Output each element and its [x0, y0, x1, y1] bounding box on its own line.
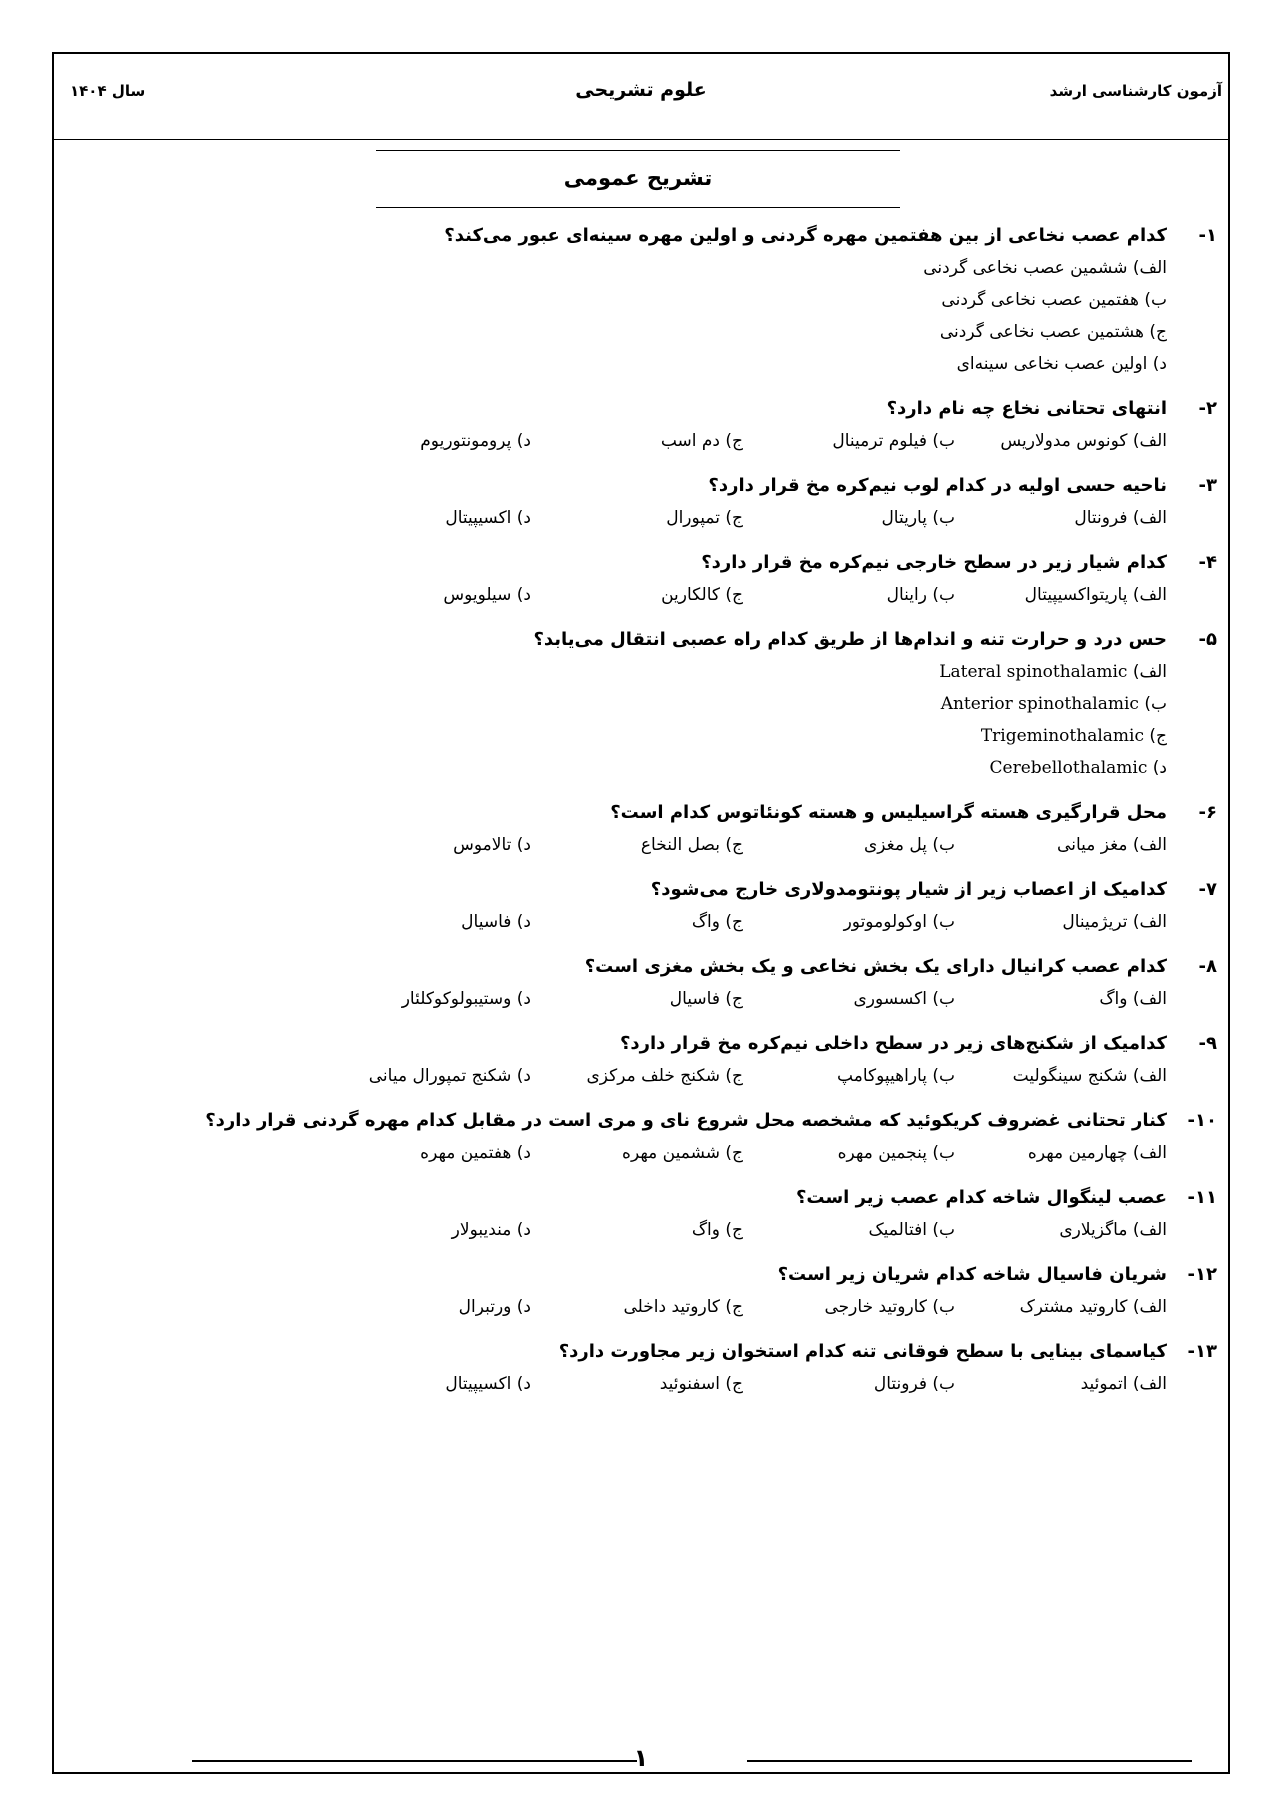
- answer-option: [743, 1137, 955, 1169]
- question-text: انتهای تحتانی نخاع چه نام دارد؟: [886, 398, 1167, 419]
- answer-options: [57, 502, 1217, 534]
- question-stem: [57, 1105, 1217, 1137]
- question-number: ۱۱-: [1187, 1187, 1217, 1208]
- question-number: ۸-: [1198, 956, 1217, 977]
- answer-option: [531, 829, 743, 861]
- answer-option: [57, 252, 1167, 284]
- question: [57, 1182, 1217, 1246]
- option-label: الف) شکنج سینگولیت: [1012, 1066, 1167, 1086]
- answer-option: [955, 579, 1167, 611]
- question: [57, 797, 1217, 861]
- answer-options: [57, 1137, 1217, 1169]
- question: [57, 1105, 1217, 1169]
- page-header: [52, 52, 1230, 140]
- option-label: د) اولین عصب نخاعی سینه‌ای: [956, 354, 1167, 374]
- answer-option: [743, 1214, 955, 1246]
- option-label: ج) بصل النخاع: [640, 835, 743, 855]
- option-label: د) فاسیال: [461, 912, 531, 932]
- answer-option: [531, 502, 743, 534]
- subject-title: علوم تشریحی: [575, 79, 707, 101]
- question-text: کدام عصب نخاعی از بین هفتمین مهره گردنی و اولین مهره سینه‌ای عبور می‌کند؟: [444, 225, 1167, 246]
- option-label: ب) فیلوم ترمینال: [832, 431, 955, 451]
- question-text: کنار تحتانی غضروف کریکوئید که مشخصه محل شروع نای و مری است در مقابل کدام مهره گردنی قرار دارد؟: [205, 1110, 1167, 1131]
- question: [57, 874, 1217, 938]
- option-label: د) وستیبولوکوکلئار: [401, 989, 531, 1009]
- question-list: [57, 220, 1217, 1413]
- option-label: ج) تمپورال: [666, 508, 743, 528]
- answer-option: [531, 1291, 743, 1323]
- option-label: د): [1152, 758, 1167, 778]
- answer-option: [57, 983, 531, 1015]
- answer-options: [57, 829, 1217, 861]
- option-label: ب) اوکولوموتور: [843, 912, 955, 932]
- option-label: الف) فرونتال: [1074, 508, 1167, 528]
- question-stem: [57, 547, 1217, 579]
- question: [57, 547, 1217, 611]
- question-text: شریان فاسیال شاخه کدام شریان زیر است؟: [777, 1264, 1167, 1285]
- option-label: ج) واگ: [691, 1220, 743, 1240]
- answer-option: [57, 425, 531, 457]
- question-number: ۲-: [1198, 398, 1217, 419]
- answer-option: [955, 1291, 1167, 1323]
- question: [57, 1259, 1217, 1323]
- question-number: ۵-: [1198, 629, 1217, 650]
- option-label: د) اکسیپیتال: [445, 1374, 531, 1394]
- question: [57, 624, 1217, 784]
- question-number: ۳-: [1198, 475, 1217, 496]
- answer-option: [57, 1291, 531, 1323]
- option-label: ب) پاراهیپوکامپ: [837, 1066, 955, 1086]
- answer-option: [57, 688, 1167, 720]
- option-label: د) پرومونتوریوم: [420, 431, 531, 451]
- answer-option: [57, 1214, 531, 1246]
- answer-option: [743, 425, 955, 457]
- answer-option: [955, 906, 1167, 938]
- question-text: ناحیه حسی اولیه در کدام لوب نیم‌کره مخ قرار دارد؟: [708, 475, 1167, 496]
- answer-option: [743, 829, 955, 861]
- answer-option: [743, 906, 955, 938]
- answer-option: [57, 906, 531, 938]
- question-stem: [57, 1028, 1217, 1060]
- answer-option: [743, 1060, 955, 1092]
- option-label: الف) ششمین عصب نخاعی گردنی: [923, 258, 1167, 278]
- option-label: الف) کاروتید مشترک: [1019, 1297, 1167, 1317]
- option-label: الف): [1132, 662, 1167, 682]
- answer-option: [531, 579, 743, 611]
- question-text: محل قرارگیری هسته گراسیلیس و هسته کونئاتوس کدام است؟: [610, 802, 1167, 823]
- question: [57, 1336, 1217, 1400]
- answer-option: [743, 1368, 955, 1400]
- option-label: د) هفتمین مهره: [420, 1143, 531, 1163]
- answer-option: [955, 1060, 1167, 1092]
- question-stem: [57, 874, 1217, 906]
- answer-option: [57, 1137, 531, 1169]
- question-number: ۴-: [1198, 552, 1217, 573]
- question-text: عصب لینگوال شاخه کدام عصب زیر است؟: [795, 1187, 1167, 1208]
- question-text: کدام شیار زیر در سطح خارجی نیم‌کره مخ قرار دارد؟: [701, 552, 1167, 573]
- question-number: ۷-: [1198, 879, 1217, 900]
- answer-option: [743, 983, 955, 1015]
- section-title: تشریح عمومی: [376, 150, 900, 208]
- answer-option: [57, 720, 1167, 752]
- answer-option: [57, 348, 1167, 380]
- answer-option: [57, 284, 1167, 316]
- option-label: ج) کاروتید داخلی: [623, 1297, 743, 1317]
- answer-option: [57, 752, 1167, 784]
- option-label: الف) تریژمینال: [1062, 912, 1167, 932]
- answer-options: [57, 983, 1217, 1015]
- answer-option: [57, 502, 531, 534]
- question-stem: [57, 1336, 1217, 1368]
- question: [57, 470, 1217, 534]
- question-text: کدامیک از شکنج‌های زیر در سطح داخلی نیم‌کره مخ قرار دارد؟: [619, 1033, 1167, 1054]
- question-stem: [57, 1182, 1217, 1214]
- option-label: ب) پاریتال: [881, 508, 955, 528]
- option-latin-text: Trigeminothalamic: [980, 726, 1144, 746]
- option-latin-text: Anterior spinothalamic: [940, 694, 1139, 714]
- option-label: ج) ششمین مهره: [622, 1143, 743, 1163]
- option-label: الف) اتموئید: [1080, 1374, 1167, 1394]
- answer-options: [57, 1291, 1217, 1323]
- answer-options: [57, 1060, 1217, 1092]
- option-label: ب) افتالمیک: [868, 1220, 955, 1240]
- answer-option: [955, 502, 1167, 534]
- question-number: ۱۲-: [1187, 1264, 1217, 1285]
- question-text: کدامیک از اعصاب زیر از شیار پونتومدولاری خارج می‌شود؟: [650, 879, 1167, 900]
- option-label: د) اکسیپیتال: [445, 508, 531, 528]
- question-text: حس درد و حرارت تنه و اندام‌ها از طریق کدام راه عصبی انتقال می‌یابد؟: [533, 629, 1167, 650]
- option-label: ب) هفتمین عصب نخاعی گردنی: [941, 290, 1167, 310]
- question: [57, 951, 1217, 1015]
- option-label: ج) واگ: [691, 912, 743, 932]
- question-number: ۱۰-: [1187, 1110, 1217, 1131]
- question-stem: [57, 393, 1217, 425]
- question-stem: [57, 1259, 1217, 1291]
- option-label: الف) مغز میانی: [1057, 835, 1167, 855]
- answer-options: [57, 1368, 1217, 1400]
- option-label: الف) کونوس مدولاریس: [1000, 431, 1167, 451]
- answer-options: [57, 906, 1217, 938]
- answer-options: [57, 656, 1217, 784]
- option-label: ب) پنجمین مهره: [837, 1143, 955, 1163]
- exam-name: آزمون کارشناسی ارشد: [1049, 82, 1222, 100]
- answer-options: [57, 425, 1217, 457]
- option-label: ب) پل مغزی: [863, 835, 955, 855]
- option-label: ب) فرونتال: [873, 1374, 955, 1394]
- option-label: الف) چهارمین مهره: [1027, 1143, 1167, 1163]
- option-label: ج) دم اسب: [660, 431, 743, 451]
- answer-options: [57, 1214, 1217, 1246]
- answer-option: [57, 656, 1167, 688]
- answer-option: [743, 579, 955, 611]
- answer-option: [955, 425, 1167, 457]
- question-stem: [57, 797, 1217, 829]
- answer-option: [57, 1060, 531, 1092]
- question: [57, 1028, 1217, 1092]
- option-label: د) سیلویوس: [443, 585, 531, 605]
- answer-option: [57, 316, 1167, 348]
- option-label: ج) شکنج خلف مرکزی: [586, 1066, 743, 1086]
- question: [57, 220, 1217, 380]
- answer-option: [57, 1368, 531, 1400]
- answer-option: [531, 1214, 743, 1246]
- option-label: ب) راینال: [886, 585, 955, 605]
- question-text: کیاسمای بینایی با سطح فوقانی تنه کدام استخوان زیر مجاورت دارد؟: [558, 1341, 1167, 1362]
- option-label: د) تالاموس: [453, 835, 531, 855]
- question-stem: [57, 220, 1217, 252]
- answer-option: [531, 425, 743, 457]
- option-label: د) ورتبرال: [458, 1297, 531, 1317]
- question-text: کدام عصب کرانیال دارای یک بخش نخاعی و یک بخش مغزی است؟: [584, 956, 1167, 977]
- answer-option: [955, 1214, 1167, 1246]
- question-stem: [57, 951, 1217, 983]
- answer-option: [743, 1291, 955, 1323]
- question-stem: [57, 624, 1217, 656]
- answer-option: [57, 829, 531, 861]
- question-number: ۱۳-: [1187, 1341, 1217, 1362]
- option-label: ج) اسفنوئید: [659, 1374, 743, 1394]
- option-label: الف) واگ: [1099, 989, 1167, 1009]
- answer-options: [57, 579, 1217, 611]
- option-label: ج) فاسیال: [669, 989, 743, 1009]
- answer-option: [955, 983, 1167, 1015]
- answer-option: [531, 1368, 743, 1400]
- answer-option: [955, 1368, 1167, 1400]
- answer-options: [57, 252, 1217, 380]
- option-label: ب): [1144, 694, 1167, 714]
- option-label: ج) هشتمین عصب نخاعی گردنی: [939, 322, 1167, 342]
- answer-option: [531, 1060, 743, 1092]
- answer-option: [57, 579, 531, 611]
- option-label: د) مندیبولار: [451, 1220, 531, 1240]
- page-footer: [52, 1744, 1230, 1788]
- answer-option: [743, 502, 955, 534]
- answer-option: [955, 829, 1167, 861]
- answer-option: [955, 1137, 1167, 1169]
- question-number: ۱-: [1198, 225, 1217, 246]
- option-label: ب) اکسسوری: [853, 989, 955, 1009]
- question: [57, 393, 1217, 457]
- option-label: ب) کاروتید خارجی: [824, 1297, 955, 1317]
- option-label: د) شکنج تمپورال میانی: [368, 1066, 531, 1086]
- page-number: ۱: [633, 1744, 649, 1772]
- question-number: ۹-: [1198, 1033, 1217, 1054]
- option-label: ج): [1149, 726, 1167, 746]
- answer-option: [531, 906, 743, 938]
- question-number: ۶-: [1198, 802, 1217, 823]
- exam-year: سال ۱۴۰۴: [70, 82, 146, 100]
- option-latin-text: Lateral spinothalamic: [939, 662, 1128, 682]
- question-stem: [57, 470, 1217, 502]
- option-label: الف) ماگزیلاری: [1059, 1220, 1167, 1240]
- answer-option: [531, 1137, 743, 1169]
- answer-option: [531, 983, 743, 1015]
- option-label: الف) پاریتواکسیپیتال: [1024, 585, 1167, 605]
- option-label: ج) کالکارین: [661, 585, 743, 605]
- option-latin-text: Cerebellothalamic: [989, 758, 1148, 778]
